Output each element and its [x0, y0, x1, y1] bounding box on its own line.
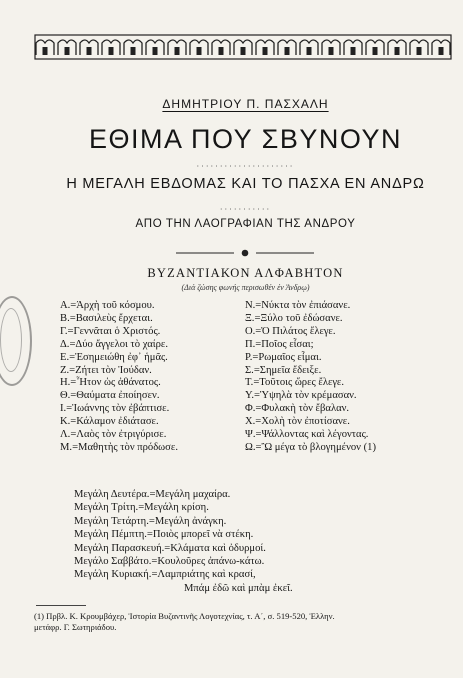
alphabet-line: Θ.=Θαύματα ἐποίησεν.	[60, 390, 160, 402]
alphabet-line: Π.=Ποῖος εἶσαι;	[245, 338, 314, 350]
alphabet-left-column	[60, 300, 235, 455]
alphabet-right-column	[245, 300, 445, 455]
holy-week-line: Μεγάλη Κυριακή.=Λαμπριάτης καὶ κρασί,	[74, 569, 256, 581]
alphabet-line: Ρ.=Ρωμαῖος εἶμαι.	[245, 351, 322, 363]
alphabet-line: Χ.=Χολὴ τὸν ἐποτίσανε.	[245, 416, 350, 428]
footnote-rule	[36, 605, 86, 606]
alphabet-line: Ζ.=Ζήτει τὸν Ἰούδαν.	[60, 364, 152, 376]
dotted-separator: ·····················	[196, 162, 295, 171]
alphabet-line: Λ.=Λαὸς τὸν ἐτριγύρισε.	[60, 429, 167, 441]
alphabet-line: Η.=Ἦτον ὡς ἀθάνατος.	[60, 377, 161, 389]
author: ΔΗΜΗΤΡΙΟΥ Π. ΠΑΣΧΑΛΗ	[162, 97, 329, 111]
alphabet-line: Κ.=Κάλαμον ἐδιάτασε.	[60, 416, 159, 428]
holy-week-line: Μεγάλη Τετάρτη.=Μεγάλη ἀνάγκη.	[74, 515, 227, 527]
alphabet-line: Ι.=Ἰωάννης τὸν ἐβάπτισε.	[60, 403, 170, 415]
section-heading: ΑΠΟ ΤΗΝ ΛΑΟΓΡΑΦΙΑΝ ΤΗΣ ΑΝΔΡΟΥ	[135, 218, 356, 230]
alphabet-line: Ξ.=Ξύλο τοῦ ἐδώσανε.	[245, 312, 343, 324]
alphabet-line: Ν.=Νύκτα τὸν ἐπιάσανε.	[245, 300, 351, 311]
library-stamp	[0, 296, 32, 386]
holy-week-line: Μεγάλη Πέμπτη.=Ποιὸς μπορεῖ νὰ στέκη.	[74, 529, 254, 541]
alphabet-line: Ψ.=Ψάλλοντας καὶ λέγοντας.	[245, 429, 369, 441]
footnote	[34, 611, 434, 633]
holy-week-line: Μεγάλο Σαββάτο.=Κουλοῦρες ἀπάνω-κάτω.	[74, 556, 265, 568]
alphabet-line: Μ.=Μαθητὴς τὸν πρόδωσε.	[60, 441, 178, 453]
holy-week-line: Μεγάλη Τρίτη.=Μεγάλη κρίση.	[74, 502, 209, 514]
dotted-separator: ···········	[219, 205, 272, 214]
ornamental-divider	[176, 248, 314, 258]
alphabet-line: Τ.=Τοῦτοις ὥρες ἔλεγε.	[245, 377, 345, 389]
holy-week-line: Μπάμ ἐδῶ καὶ μπὰμ ἐκεῖ.	[184, 582, 293, 594]
holy-week-line: Μεγάλη Παρασκευή.=Κλάματα καὶ ὀδυρμοί.	[74, 542, 266, 554]
alphabet-line: Ω.=Ὢ μέγα τὸ βλογημένον (1)	[245, 441, 376, 453]
page-title: ΕΘΙΜΑ ΠΟΥ ΣΒΥΝΟΥΝ	[88, 124, 403, 154]
alphabet-title: ΒΥΖΑΝΤΙΑΚΟΝ ΑΛΦΑΒΗΤΟΝ	[147, 266, 344, 280]
footnote-line: (1) Πρβλ. Κ. Κρουμβάχερ, Ἱστορία Βυζαντινῆς Λογοτεχνίας, τ. Α΄, σ. 519-520, Ἑλλην.	[34, 611, 335, 621]
alphabet-line: Ο.=Ὁ Πιλάτος ἔλεγε.	[245, 325, 336, 337]
alphabet-note: (Διά ζώσης φωνής περισωθέν έν Άνδρῳ)	[181, 283, 310, 292]
alphabet-line: Α.=Άρχὴ τοῦ κόσμου.	[60, 300, 155, 311]
top-ornament-border	[34, 34, 452, 60]
subtitle: Η ΜΕΓΑΛΗ ΕΒΔΟΜΑΣ ΚΑΙ ΤΟ ΠΑΣΧΑ ΕΝ ΑΝΔΡΩ	[66, 176, 425, 192]
alphabet-line: Β.=Βασιλεὺς ἔρχεται.	[60, 312, 153, 324]
alphabet-line: Ε.=Ἐσημειώθη ἐφ᾽ ἡμᾶς.	[60, 351, 168, 363]
alphabet-line: Γ.=Γεννᾶται ὁ Χριστός.	[60, 325, 161, 337]
alphabet-line: Υ.=Ὑψηλὰ τὸν κρέμασαν.	[245, 390, 357, 402]
holy-week-list	[74, 488, 293, 595]
holy-week-line: Μεγάλη Δευτέρα.=Μεγάλη μαχαίρα.	[74, 489, 231, 500]
alphabet-line: Σ.=Σημεῖα ἔδειξε.	[245, 364, 322, 376]
alphabet-line: Δ.=Δύο ἄγγελοι τὸ χαίρε.	[60, 338, 169, 350]
footnote-line: μετάφρ. Γ. Σωτηριάδου.	[34, 622, 117, 632]
alphabet-line: Φ.=Φυλακὴ τὸν ἔβαλαν.	[245, 403, 350, 415]
